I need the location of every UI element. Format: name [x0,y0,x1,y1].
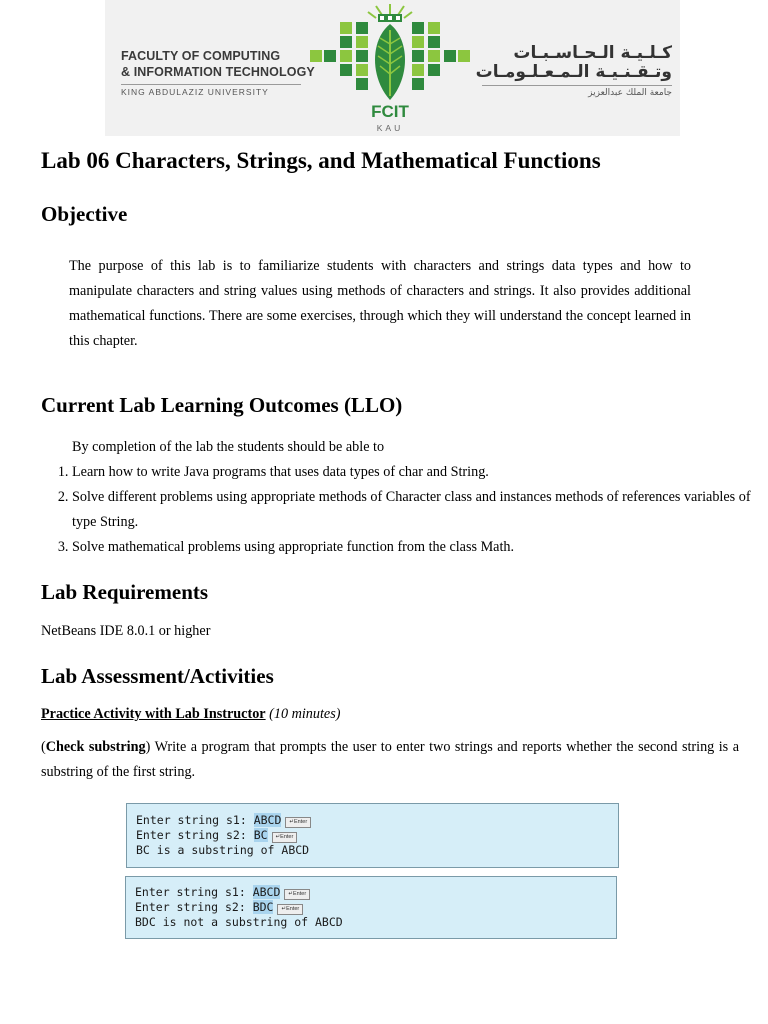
divider [482,85,672,86]
llo-intro: By completion of the lab the students should be able to [72,439,385,455]
enter-key-icon: ↵Enter [285,817,311,828]
console-output: BC is a substring of ABCD [136,843,310,857]
university-name-arabic: جامعة الملك عبدالعزيز [588,88,672,98]
check-substring-text: Write a program that prompts the user to enter two strings and reports whether the second string is a substring of the first string. [41,739,739,780]
faculty-name-arabic-line1: كـلـيـة الـحـاسـبـات [513,43,672,63]
console-line [136,813,618,828]
practice-activity-line [41,702,340,727]
logo-subtext: KAU [376,123,404,133]
console-input: ABCD [252,885,281,899]
requirements-heading: Lab Requirements [41,580,209,604]
enter-key-icon: ↵Enter [277,904,303,915]
console-input: ABCD [253,813,282,827]
practice-activity-time: (10 minutes) [269,706,341,722]
university-name-english: KING ABDULAZIZ UNIVERSITY [121,87,269,97]
console-prompt: Enter string s2: [136,828,254,842]
llo-list [38,460,766,560]
console-line [135,885,616,900]
logo-text: FCIT [371,102,409,121]
page-title: Lab 06 Characters, Strings, and Mathematical Functions [41,148,601,173]
objective-heading: Objective [41,202,128,226]
list-item: 1. Learn how to write Java programs that uses data types of char and String. [72,460,766,485]
console-input: BC [253,828,268,842]
console-input: BDC [252,900,274,914]
practice-activity-label: Practice Activity with Lab Instructor [41,706,266,722]
console-prompt: Enter string s1: [136,813,254,827]
llo-heading: Current Lab Learning Outcomes (LLO) [41,393,403,417]
faculty-name-line1: FACULTY OF COMPUTING [121,49,281,63]
faculty-header-banner [105,0,680,136]
fcit-logo [310,0,470,136]
faculty-name-line2: & INFORMATION TECHNOLOGY [121,65,315,79]
list-item: 2. Solve different problems using appropriate methods of Character class and instances methods of references variables of type String. [72,485,766,535]
faculty-name-arabic-line2: وتـقـنـيـة الـمـعـلـومـات [475,62,672,82]
requirements-text: NetBeans IDE 8.0.1 or higher [41,623,211,639]
enter-key-icon: ↵Enter [272,832,298,843]
console-output: BDC is not a substring of ABCD [135,915,343,929]
console-prompt: Enter string s2: [135,900,253,914]
list-item: 3. Solve mathematical problems using appropriate function from the class Math. [72,535,766,560]
divider [121,84,301,85]
check-substring-label: Check substring [45,739,146,755]
fcit-emblem-icon [310,0,470,104]
activities-heading: Lab Assessment/Activities [41,664,274,688]
faculty-name-english [121,48,315,97]
sample-run-2 [125,876,617,939]
console-line [135,900,616,915]
objective-text: The purpose of this lab is to familiarize students with characters and strings data types and how to manipulate characters and string values using methods of characters and strings. It also provides additional mathematical functions. There are some exercises, through which they will understand the concept learned in this chapter. [69,258,691,349]
enter-key-icon: ↵Enter [284,889,310,900]
sample-run-1 [126,803,619,868]
faculty-name-arabic [476,44,672,98]
console-line [136,828,618,843]
check-substring-description: (Check substring) Write a program that prompts the user to enter two strings and reports whether the second string is a substring of the first string. [41,739,739,780]
console-prompt: Enter string s1: [135,885,253,899]
